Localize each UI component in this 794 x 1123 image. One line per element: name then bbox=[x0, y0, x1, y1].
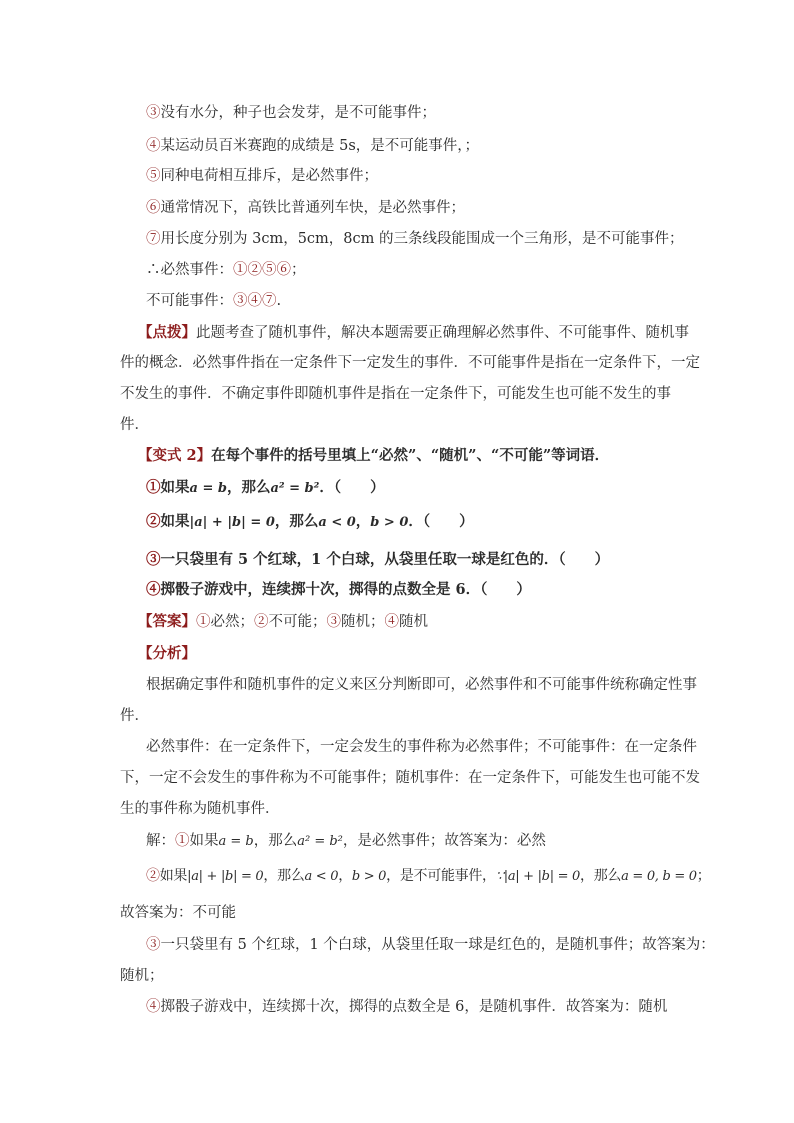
question-2 bbox=[146, 512, 706, 533]
solution-1 bbox=[146, 831, 706, 852]
s-text: ，那么 bbox=[580, 868, 622, 884]
line-3 bbox=[146, 103, 706, 123]
analysis-p1-line1: 根据确定事件和随机事件的定义来区分判断即可，必然事件和不可能事件统称确定性事 bbox=[146, 677, 697, 693]
math-expr: b > 0 bbox=[351, 869, 387, 884]
answer-text: 随机 bbox=[399, 614, 428, 630]
q-text: ．（ ） bbox=[408, 513, 474, 530]
question-4 bbox=[146, 580, 706, 600]
circled-number: ② bbox=[254, 614, 269, 630]
dianbo-line-4: 件． bbox=[120, 417, 149, 433]
line-7 bbox=[146, 229, 706, 249]
line-text: 没有水分，种子也会发芽，是不可能事件； bbox=[160, 105, 436, 121]
math-expr: a = b bbox=[189, 481, 227, 496]
line-text: 某运动员百米赛跑的成绩是 5s，是不可能事件，； bbox=[160, 138, 480, 154]
circled-number: ④ bbox=[146, 999, 161, 1015]
answer-text: 必然； bbox=[210, 614, 254, 630]
line-text: 同种电荷相互排斥，是必然事件； bbox=[160, 168, 378, 184]
circled-number: ① bbox=[175, 833, 190, 849]
solution-3-answer: 随机； bbox=[120, 968, 164, 984]
line-4 bbox=[146, 136, 706, 156]
circled-numbers: ③④⑦ bbox=[233, 293, 277, 309]
math-expr: a < 0 bbox=[318, 515, 356, 530]
analysis-p2-line2: 下，一定不会发生的事件称为不可能事件；随机事件：在一定条件下，可能发生也可能不发 bbox=[120, 770, 700, 786]
math-expr: a < 0 bbox=[304, 869, 339, 884]
variant-heading bbox=[138, 446, 698, 466]
circled-number: ④ bbox=[146, 581, 161, 598]
s-text: ，那么 bbox=[253, 833, 298, 849]
circled-number: ⑤ bbox=[146, 168, 161, 184]
analysis-p2-line1: 必然事件：在一定条件下，一定会发生的事件称为必然事件；不可能事件：在一定条件 bbox=[146, 739, 697, 755]
answer-text: 随机； bbox=[341, 614, 385, 630]
circled-number: ④ bbox=[146, 138, 161, 154]
math-expr: |a| + |b| = 0 bbox=[189, 515, 275, 530]
circled-number: ③ bbox=[146, 937, 161, 953]
s-text: ，那么 bbox=[263, 868, 305, 884]
math-expr: a = 0, b = 0 bbox=[621, 869, 697, 884]
q-text: 一只袋里有 5 个红球，1 个白球，从袋里任取一球是红色的．（ ） bbox=[160, 551, 610, 568]
q-text: ，那么 bbox=[226, 479, 271, 496]
dianbo-line-3: 不发生的事件．不确定事件即随机事件是指在一定条件下，可能发生也可能不发生的事 bbox=[120, 386, 671, 402]
circled-number: ③ bbox=[146, 551, 161, 568]
q-text: 如果 bbox=[160, 479, 190, 496]
answer-tag: 【答案】 bbox=[138, 613, 196, 630]
circled-number: ⑦ bbox=[146, 231, 161, 247]
math-expr: |a| + |b| = 0 bbox=[187, 869, 264, 884]
line-suffix: ； bbox=[291, 262, 306, 278]
line-text: 用长度分别为 3cm，5cm，8cm 的三条线段能围成一个三角形，是不可能事件； bbox=[160, 231, 684, 247]
line-suffix: . bbox=[276, 293, 282, 309]
solution-4 bbox=[146, 997, 706, 1017]
circled-number: ② bbox=[146, 513, 161, 530]
dianbo-text: 此题考查了随机事件，解决本题需要正确理解必然事件、不可能事件、随机事 bbox=[196, 325, 689, 341]
line-prefix: 不可能事件： bbox=[146, 293, 233, 309]
variant-tag: 【变式 2】 bbox=[138, 447, 212, 464]
q-text: 掷骰子游戏中，连续掷十次，掷得的点数全是 6．（ ） bbox=[160, 581, 531, 598]
q-text: 如果 bbox=[160, 513, 190, 530]
math-expr: a² = b² bbox=[270, 481, 320, 496]
math-expr: a² = b² bbox=[297, 834, 343, 849]
question-3 bbox=[146, 550, 706, 570]
circled-number: ④ bbox=[384, 614, 399, 630]
math-expr: ∵|a| + |b| = 0 bbox=[495, 869, 581, 884]
circled-number: ② bbox=[146, 868, 160, 884]
s-text: ； bbox=[696, 868, 711, 884]
analysis-tag: 【分析】 bbox=[138, 645, 196, 662]
solution-2-answer: 故答案为：不可能 bbox=[120, 905, 236, 921]
circled-number: ⑥ bbox=[146, 200, 161, 216]
dianbo-tag: 【点拨】 bbox=[138, 324, 196, 341]
s-text: 如果 bbox=[189, 833, 219, 849]
line-6 bbox=[146, 198, 706, 218]
certain-events-line bbox=[146, 260, 706, 280]
circled-number: ③ bbox=[146, 105, 161, 121]
s-text: 如果 bbox=[159, 868, 188, 884]
analysis-p2-line3: 生的事件称为随机事件． bbox=[120, 801, 280, 817]
circled-number: ① bbox=[146, 479, 161, 496]
s-text: ，是不可能事件， bbox=[386, 868, 496, 884]
answer-text: 不可能； bbox=[268, 614, 327, 630]
circled-number: ③ bbox=[326, 614, 341, 630]
math-expr: a = b bbox=[218, 834, 254, 849]
s-text: 一只袋里有 5 个红球，1 个白球，从袋里任取一球是红色的，是随机事件；故答案为： bbox=[160, 937, 715, 953]
q-text: ， bbox=[355, 513, 371, 530]
impossible-events-line bbox=[146, 291, 706, 311]
q-text: ．（ ） bbox=[319, 479, 385, 496]
s-text: 掷骰子游戏中，连续掷十次，掷得的点数全是 6，是随机事件．故答案为：随机 bbox=[160, 999, 668, 1015]
dianbo-line-1 bbox=[138, 323, 698, 343]
line-text: 通常情况下，高铁比普通列车快，是必然事件； bbox=[160, 200, 465, 216]
circled-number: ① bbox=[196, 614, 211, 630]
analysis-p1-line2: 件． bbox=[120, 708, 149, 724]
dianbo-line-2: 件的概念．必然事件指在一定条件下一定发生的事件．不可能事件是指在一定条件下，一定 bbox=[120, 355, 700, 371]
math-expr: b > 0 bbox=[370, 515, 409, 530]
s-text: 解： bbox=[146, 833, 175, 849]
q-text: ，那么 bbox=[274, 513, 319, 530]
variant-title: 在每个事件的括号里填上“必然”、“随机”、“不可能”等词语． bbox=[211, 447, 610, 464]
solution-3 bbox=[146, 935, 715, 955]
s-text: ， bbox=[338, 868, 352, 884]
solution-2 bbox=[146, 866, 711, 887]
question-1 bbox=[146, 478, 706, 499]
s-text: ，是必然事件；故答案为：必然 bbox=[342, 833, 546, 849]
answer-line bbox=[138, 612, 698, 632]
line-5 bbox=[146, 166, 706, 186]
line-prefix: ∴必然事件： bbox=[146, 262, 233, 278]
circled-numbers: ①②⑤⑥ bbox=[233, 262, 291, 278]
